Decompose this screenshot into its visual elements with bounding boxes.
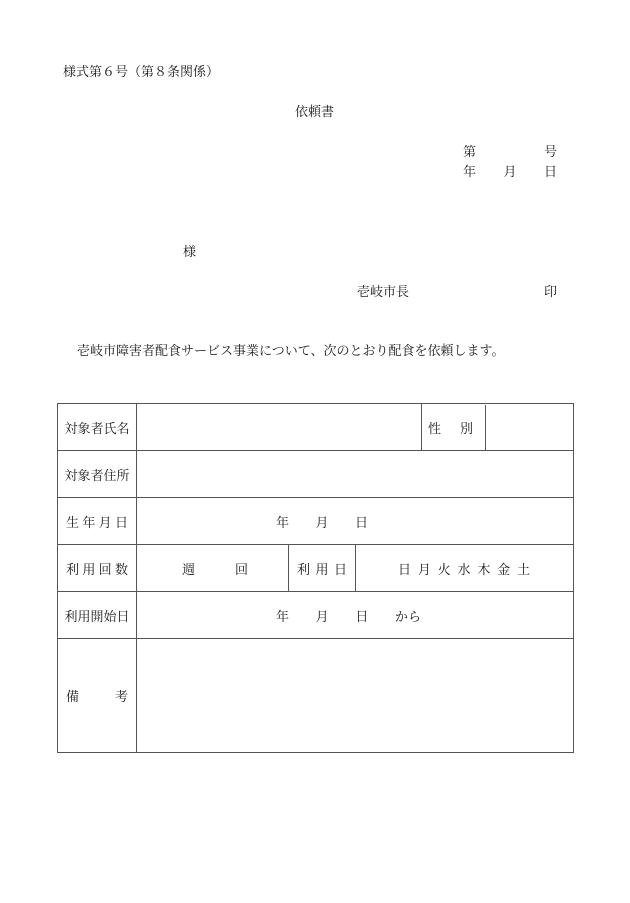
address-label: 対象者住所 (58, 451, 137, 498)
birth-label-2: 年 (82, 515, 96, 531)
count-label-1: 利 (66, 562, 80, 578)
birth-field[interactable] (137, 498, 574, 545)
birth-label-1: 生 (66, 515, 80, 531)
count-week: 週 (182, 562, 196, 578)
birth-year: 年 (276, 515, 290, 531)
count-times: 回 (234, 562, 248, 578)
date-year: 年 (463, 165, 477, 180)
day-sat[interactable]: 土 (516, 562, 530, 578)
start-year: 年 (276, 609, 290, 625)
day-wed[interactable]: 水 (457, 562, 471, 578)
day-thu[interactable]: 木 (477, 562, 491, 578)
addressee-suffix: 様 (183, 245, 197, 260)
date-day: 日 (543, 165, 557, 180)
useday-field (356, 545, 574, 592)
start-label: 利用開始日 (58, 592, 137, 639)
day-tue[interactable]: 火 (437, 562, 451, 578)
useday-label-1: 利 (297, 562, 311, 578)
row-start (58, 592, 574, 639)
sender-name: 壱岐市長 (357, 285, 410, 300)
remarks-label-2: 考 (114, 690, 128, 705)
row-usage (58, 545, 574, 592)
gender-label-2: 別 (460, 421, 474, 437)
start-from: から (394, 609, 421, 625)
name-label: 対象者氏名 (58, 404, 137, 451)
gender-label (422, 405, 486, 450)
doc-number-suffix: 号 (543, 145, 557, 160)
day-mon[interactable]: 月 (417, 562, 431, 578)
gender-field[interactable] (486, 405, 573, 450)
count-label (58, 545, 137, 592)
count-label-4: 数 (114, 562, 128, 578)
useday-label-3: 日 (333, 562, 347, 578)
name-field[interactable] (137, 404, 422, 451)
form-number: 様式第６号（第８条関係） (63, 65, 220, 80)
body-text: 壱岐市障害者配食サービス事業について、次のとおり配食を依頼します。 (77, 344, 505, 359)
document-date (463, 166, 557, 179)
row-name (58, 404, 574, 451)
row-address (58, 451, 574, 498)
birth-label-3: 月 (98, 515, 112, 531)
start-month: 月 (315, 609, 329, 625)
useday-label (289, 545, 356, 592)
start-field[interactable] (137, 592, 574, 639)
document-number (463, 146, 557, 159)
row-remarks (58, 639, 574, 753)
gender-label-1: 性 (428, 421, 442, 437)
address-field[interactable] (137, 451, 574, 498)
count-field[interactable] (137, 545, 289, 592)
document-title: 依頼書 (295, 105, 335, 120)
request-table (57, 403, 574, 753)
birth-day: 日 (354, 515, 368, 531)
count-label-3: 回 (98, 562, 112, 578)
start-day: 日 (355, 609, 369, 625)
seal-mark: 印 (544, 285, 558, 300)
birth-label (58, 498, 137, 545)
day-sun[interactable]: 日 (398, 562, 412, 578)
birth-month: 月 (315, 515, 329, 531)
date-month: 月 (503, 165, 517, 180)
birth-label-4: 日 (114, 515, 128, 531)
row-birth (58, 498, 574, 545)
remarks-label (58, 639, 137, 753)
count-label-2: 用 (82, 562, 96, 578)
useday-label-2: 用 (315, 562, 329, 578)
doc-number-prefix: 第 (463, 145, 477, 160)
remarks-field[interactable] (137, 639, 574, 753)
day-fri[interactable]: 金 (497, 562, 511, 578)
remarks-label-1: 備 (66, 690, 80, 705)
